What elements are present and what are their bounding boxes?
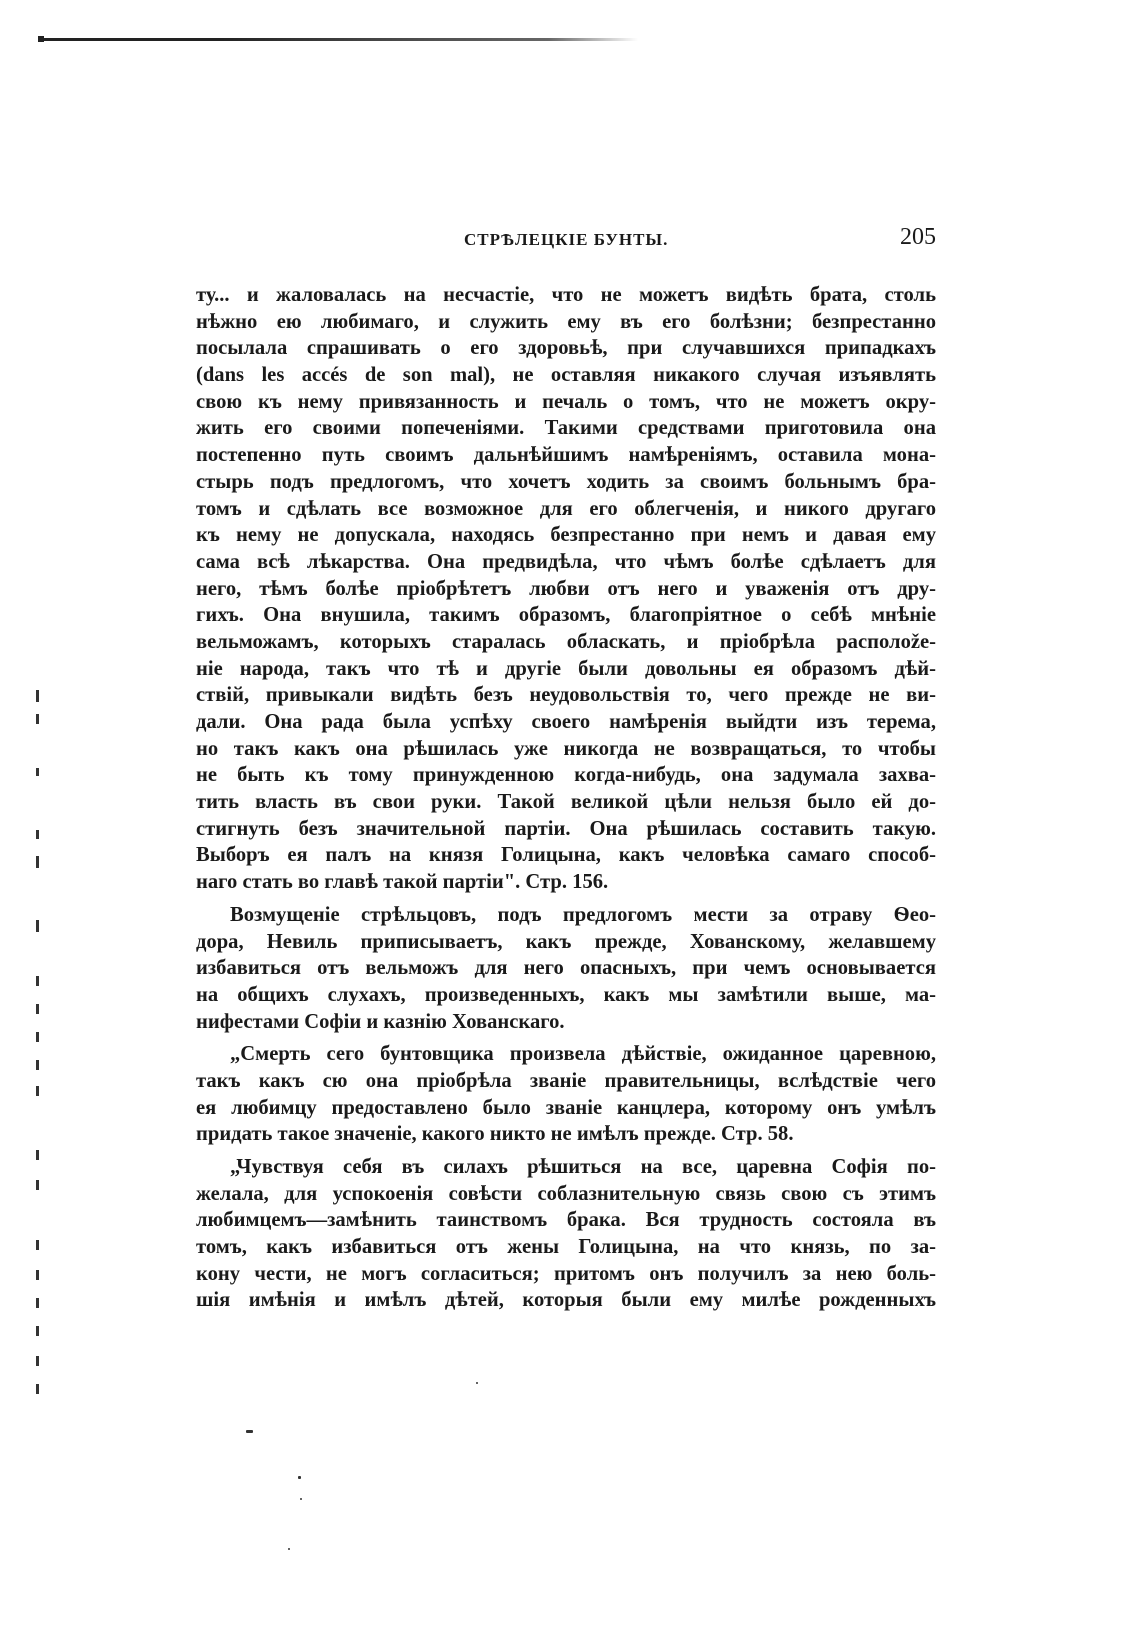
text-line: кону чести, не могъ согласиться; притомъ онъ получилъ за нею боль- xyxy=(196,1262,936,1285)
text-line: желала, для успокоенія совѣсти соблазнительную связь свою съ этимъ xyxy=(196,1182,936,1205)
text-line: такъ какъ сю она пріобрѣла званіе правительницы, вслѣдствіе чего xyxy=(196,1069,936,1092)
top-rule xyxy=(38,38,638,41)
text-line: дора, Невиль приписываетъ, какъ прежде, Хованскому, желавшему xyxy=(196,930,936,953)
text-line: Возмущеніе стрѣльцовъ, подъ предлогомъ мести за отраву Ѳео- xyxy=(230,903,936,926)
text-line: шія имѣнія и имѣлъ дѣтей, которыя были ему милѣе рожденныхъ xyxy=(196,1289,936,1312)
paragraph xyxy=(196,282,936,896)
text-line: но такъ какъ она рѣшилась уже никогда не возвращаться, то чтобы xyxy=(196,737,936,760)
text-line: томъ и сдѣлать все возможное для его облегченія, и никого другаго xyxy=(196,497,936,520)
text-line: тить власть въ свои руки. Такой великой цѣли нельзя было ей до- xyxy=(196,791,936,814)
running-title: СТРѢЛЕЦКІЕ БУНТЫ. xyxy=(464,230,669,249)
scan-speck xyxy=(246,1430,253,1433)
text-line: жить его своими попеченіями. Такими средствами приготовила она xyxy=(196,417,936,440)
scan-mark xyxy=(36,1356,39,1366)
text-line: ту... и жаловалась на несчастіе, что не можетъ видѣть брата, столь xyxy=(196,284,936,306)
scan-mark xyxy=(36,1086,39,1096)
text-line: него, тѣмъ болѣе пріобрѣтетъ любви отъ него и уваженія отъ дру- xyxy=(196,577,936,600)
scan-mark xyxy=(36,1240,39,1250)
paragraph xyxy=(196,1154,936,1314)
text-line: нифестами Софіи и казнію Хованскаго. xyxy=(196,1010,565,1033)
text-line: избавиться отъ вельможъ для него опасныхъ, при чемъ основывается xyxy=(196,957,936,980)
page-number: 205 xyxy=(900,224,936,250)
scan-mark xyxy=(36,1326,39,1336)
scan-mark xyxy=(36,1032,39,1042)
scan-mark xyxy=(36,1004,39,1014)
scan-mark xyxy=(36,830,39,839)
text-line: нѣжно ею любимаго, и служить ему въ его болѣзни; безпрестанно xyxy=(196,310,936,333)
text-line: гихъ. Она внушила, такимъ образомъ, благопріятное о себѣ мнѣніе xyxy=(196,604,936,627)
text-line: вельможамъ, которыхъ старалась обласкать, и пріобрѣла располože- xyxy=(196,630,936,653)
text-line: не быть къ тому принужденною когда-нибудь, она задумала захва- xyxy=(196,764,936,787)
text-line: любимцемъ—замѣнить таинствомъ брака. Вся трудность состояла въ xyxy=(196,1209,936,1232)
margin-scan-marks xyxy=(36,680,46,1420)
scan-mark xyxy=(36,1060,39,1070)
scan-mark xyxy=(36,1270,39,1280)
body-text xyxy=(196,282,936,1314)
text-line: посылала спрашивать о его здоровьѣ, при случавшихся припадкахъ xyxy=(196,337,936,360)
text-line: ея любимцу предоставлено было званіе канцлера, которому онъ умѣлъ xyxy=(196,1096,936,1119)
scan-mark xyxy=(36,976,39,986)
scan-mark xyxy=(36,856,39,868)
text-line: „Смерть сего бунтовщика произвела дѣйствіе, ожиданное царевною, xyxy=(230,1043,936,1066)
text-line: къ нему не допускала, находясь безпрестанно при немъ и давая ему xyxy=(196,524,936,547)
text-line: на общихъ слухахъ, произведенныхъ, какъ мы замѣтили выше, ма- xyxy=(196,983,936,1006)
text-line: придать такое значеніе, какого никто не имѣлъ прежде. Стр. 58. xyxy=(196,1123,794,1146)
paragraph xyxy=(196,1041,936,1148)
text-line: постепенно путь своимъ дальнѣйшимъ намѣреніямъ, оставила мона- xyxy=(196,444,936,467)
page-header xyxy=(196,224,936,260)
text-line: свою къ нему привязанность и печаль о томъ, что не можетъ окру- xyxy=(196,390,936,413)
text-line: ніе народа, такъ что тѣ и другіе были довольны ея образомъ дѣй- xyxy=(196,657,936,680)
text-line: томъ, какъ избавиться отъ жены Голицына, на что князь, по за- xyxy=(196,1236,936,1259)
paragraph xyxy=(196,902,936,1035)
scan-mark xyxy=(36,1384,39,1394)
text-line: стырь подъ предлогомъ, что хочетъ ходить за своимъ больнымъ бра- xyxy=(196,470,936,493)
text-line: Выборъ ея палъ на князя Голицына, какъ человѣка самаго способ- xyxy=(196,844,936,867)
scan-mark xyxy=(36,1150,39,1160)
scan-mark xyxy=(36,768,39,776)
text-line: стигнуть безъ значительной партіи. Она рѣшилась составить такую. xyxy=(196,817,936,840)
text-line: сама всѣ лѣкарства. Она предвидѣла, что чѣмъ болѣе сдѣлаетъ для xyxy=(196,550,936,573)
text-line: дали. Она рада была успѣху своего намѣренія выйдти изъ терема, xyxy=(196,711,936,733)
scan-mark xyxy=(36,714,39,724)
text-line: „Чувствуя себя въ силахъ рѣшиться на все, царевна Софія по- xyxy=(230,1156,936,1178)
text-line: наго стать во главѣ такой партіи". Стр. 156. xyxy=(196,871,609,894)
scan-mark xyxy=(36,920,39,932)
scan-speck xyxy=(476,1382,478,1384)
scan-speck xyxy=(300,1498,302,1500)
scan-mark xyxy=(36,1298,39,1308)
scan-speck xyxy=(298,1476,301,1479)
text-line: ствій, привыкали видѣть безъ неудовольствія то, чего прежде не ви- xyxy=(196,684,936,707)
text-line: (dans les accés de son mal), не оставляя никакого случая изъявлять xyxy=(196,364,936,387)
scan-mark xyxy=(36,1180,39,1190)
scan-speck xyxy=(288,1548,290,1550)
scan-mark xyxy=(36,690,39,702)
